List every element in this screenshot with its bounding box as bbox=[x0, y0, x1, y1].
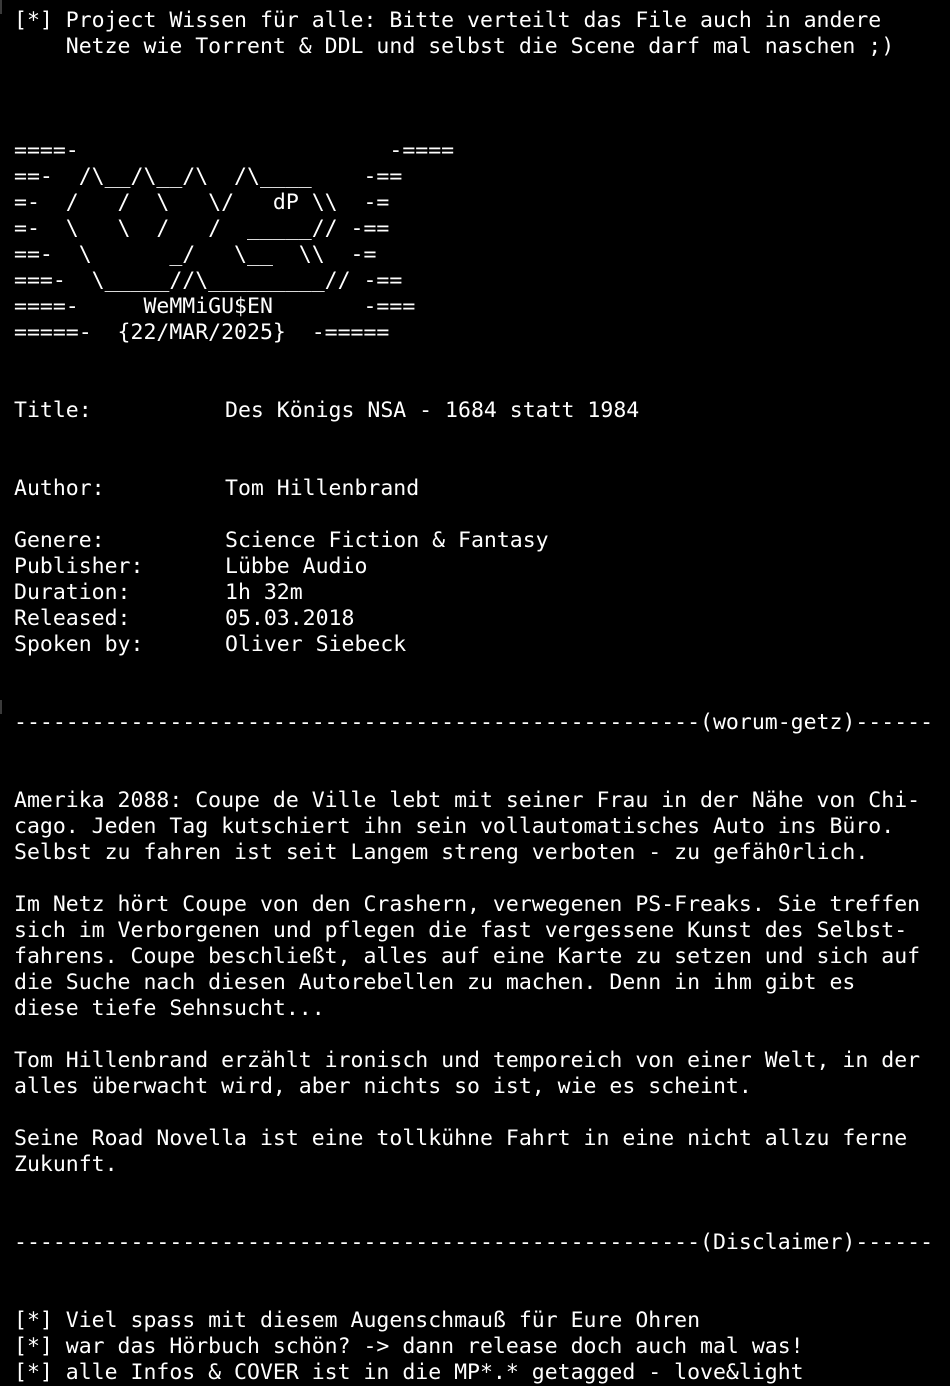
info-label: Spoken by: bbox=[14, 632, 144, 657]
blank-line bbox=[14, 1178, 950, 1204]
description-paragraph bbox=[14, 1126, 950, 1178]
blank-line bbox=[14, 1022, 950, 1048]
section-divider-worum-getz: -----------------------------------------------------(worum-getz)------ bbox=[14, 710, 934, 735]
info-row-publisher bbox=[14, 554, 950, 580]
info-label: Genere: bbox=[14, 528, 105, 553]
blank-line bbox=[14, 372, 950, 398]
description-line: die Suche nach diesen Autorebellen zu machen. Denn in ihm gibt es bbox=[14, 970, 856, 995]
info-row-author bbox=[14, 476, 950, 502]
logo-line: ====- -==== bbox=[14, 138, 455, 163]
blank-line bbox=[14, 1100, 950, 1126]
blank-line bbox=[14, 112, 950, 138]
disclaimer-line: [*] Viel spass mit diesem Augenschmauß für Eure Ohren bbox=[14, 1308, 701, 1333]
info-row-duration bbox=[14, 580, 950, 606]
blank-line bbox=[14, 866, 950, 892]
blank-line bbox=[14, 86, 950, 112]
logo-line: ==- \ _/ \__ \\ -= bbox=[14, 242, 377, 267]
info-row-title bbox=[14, 398, 950, 424]
logo-line: ==- /\__/\__/\ /\____ -== bbox=[14, 164, 403, 189]
info-value: Science Fiction & Fantasy bbox=[225, 528, 549, 553]
blank-line bbox=[14, 736, 950, 762]
blank-line bbox=[14, 762, 950, 788]
info-value: Des Königs NSA - 1684 statt 1984 bbox=[225, 398, 640, 423]
blank-line bbox=[14, 346, 950, 372]
description-line: Im Netz hört Coupe von den Crashern, verwegenen PS-Freaks. Sie treffen bbox=[14, 892, 921, 917]
description-line: cago. Jeden Tag kutschiert ihn sein vollautomatisches Auto ins Büro. bbox=[14, 814, 895, 839]
description-paragraph bbox=[14, 1048, 950, 1100]
header-line: Netze wie Torrent & DDL und selbst die Scene darf mal naschen ;) bbox=[14, 34, 895, 59]
blank-line bbox=[14, 60, 950, 86]
description-paragraph bbox=[14, 788, 950, 866]
blank-line bbox=[14, 1204, 950, 1230]
section-divider-disclaimer: -----------------------------------------------------(Disclaimer)------ bbox=[14, 1230, 934, 1255]
info-label: Title: bbox=[14, 398, 92, 423]
description-line: sich im Verborgenen und pflegen die fast vergessene Kunst des Selbst- bbox=[14, 918, 908, 943]
logo-line: =- \ \ / / _____// -== bbox=[14, 216, 390, 241]
blank-line bbox=[14, 502, 950, 528]
header-notice bbox=[14, 8, 950, 60]
blank-line bbox=[14, 1282, 950, 1308]
info-row-spoken-by bbox=[14, 632, 950, 658]
info-label: Duration: bbox=[14, 580, 131, 605]
info-value: Lübbe Audio bbox=[225, 554, 368, 579]
description-line: Amerika 2088: Coupe de Ville lebt mit seiner Frau in der Nähe von Chi- bbox=[14, 788, 921, 813]
description-line: alles überwacht wird, aber nichts so ist, wie es scheint. bbox=[14, 1074, 752, 1099]
logo-line: ===- \_____//\_________// -== bbox=[14, 268, 403, 293]
info-label: Author: bbox=[14, 476, 105, 501]
description-line: diese tiefe Sehnsucht... bbox=[14, 996, 325, 1021]
blank-line bbox=[14, 424, 950, 450]
info-row-released bbox=[14, 606, 950, 632]
blank-line bbox=[14, 658, 950, 684]
info-value: Tom Hillenbrand bbox=[225, 476, 420, 501]
info-row-genre bbox=[14, 528, 950, 554]
disclaimer-list bbox=[14, 1308, 950, 1386]
disclaimer-line: [*] alle Infos & COVER ist in die MP*.* getagged - love&light bbox=[14, 1360, 804, 1385]
logo-line: =====- {22/MAR/2025} -===== bbox=[14, 320, 390, 345]
logo-line: ====- WeMMiGU$EN -=== bbox=[14, 294, 416, 319]
info-label: Released: bbox=[14, 606, 131, 631]
description-line: Tom Hillenbrand erzählt ironisch und temporeich von einer Welt, in der bbox=[14, 1048, 921, 1073]
disclaimer-line: [*] war das Hörbuch schön? -> dann release doch auch mal was! bbox=[14, 1334, 804, 1359]
description-line: Zukunft. bbox=[14, 1152, 118, 1177]
blank-line bbox=[14, 1256, 950, 1282]
info-label: Publisher: bbox=[14, 554, 144, 579]
logo-line: =- / / \ \/ dP \\ -= bbox=[14, 190, 390, 215]
info-value: Oliver Siebeck bbox=[225, 632, 407, 657]
info-value: 1h 32m bbox=[225, 580, 303, 605]
ascii-logo bbox=[14, 138, 950, 346]
info-value: 05.03.2018 bbox=[225, 606, 355, 631]
description-line: fahrens. Coupe beschließt, alles auf eine Karte zu setzen und sich auf bbox=[14, 944, 921, 969]
window-edge-marker bbox=[0, 0, 2, 14]
description-paragraph bbox=[14, 892, 950, 1022]
blank-line bbox=[14, 450, 950, 476]
window-edge-marker bbox=[0, 700, 2, 714]
description-line: Seine Road Novella ist eine tollkühne Fahrt in eine nicht allzu ferne bbox=[14, 1126, 908, 1151]
blank-line bbox=[14, 684, 950, 710]
description-line: Selbst zu fahren ist seit Langem streng verboten - zu gefäh0rlich. bbox=[14, 840, 869, 865]
header-line: [*] Project Wissen für alle: Bitte verteilt das File auch in andere bbox=[14, 8, 882, 33]
